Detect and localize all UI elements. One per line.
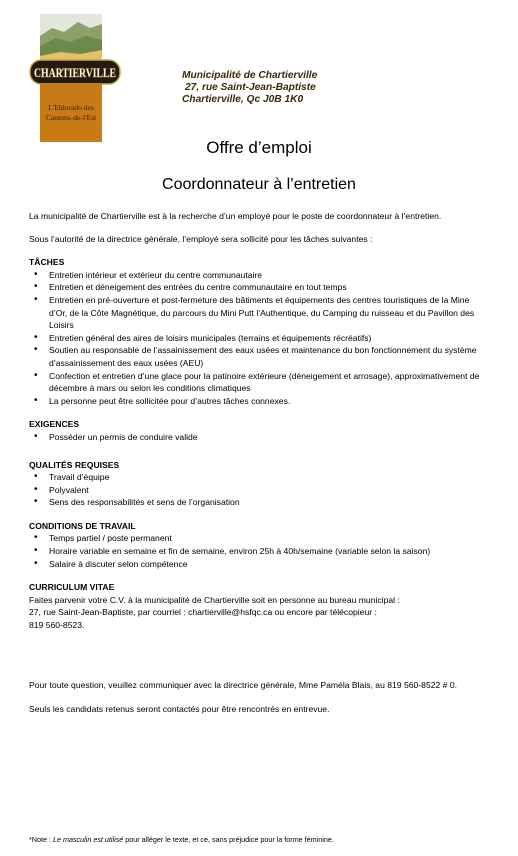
taches-list [29, 269, 489, 408]
list-item: • Salaire à discuter selon compétence [29, 558, 489, 571]
exigences-list [29, 431, 489, 444]
intro-paragraph-2: Sous l’autorité de la directrice générale, l’employé sera sollicité pour les tâches suivantes : [29, 233, 373, 244]
job-title: Coordonnateur à l’entretien [162, 176, 356, 193]
footnote-prefix: *Note : [29, 835, 53, 844]
section-heading-exigences: EXIGENCES [29, 419, 80, 430]
page-title: Offre d’emploi [206, 138, 312, 157]
list-item: • Entretien intérieur et extérieur du centre communautaire [29, 269, 489, 282]
address-line-2: 27, rue Saint-Jean-Baptiste [185, 82, 316, 93]
retenus-paragraph: Seuls les candidats retenus seront contactés pour être rencontrés en entrevue. [29, 703, 330, 714]
list-item: • Temps partiel / poste permanent [29, 532, 489, 545]
logo-tagline-2: Cantons-de-l'Est [45, 113, 97, 122]
intro-paragraph-1: La municipalité de Chartierville est à la recherche d’un employé pour le poste de coordonnateur à l’entretien. [29, 211, 442, 221]
list-item: • Entretien en pré-ouverture et post-fermeture des bâtiments et équipements des centres touristiques de la Mine d’Or, de la Côte Magnétique, du parcours du Mini Putt l’Authentique, du Camping du ruisseau et du Pavillon des Loisirs [29, 294, 489, 332]
list-item: • Sens des responsabilités et sens de l’organisation [29, 496, 489, 509]
list-item: • Polyvalent [29, 484, 489, 497]
list-item: • Confection et entretien d’une glace pour la patinoire extérieure (déneigement et arrosage), approximativement de décembre à mars ou selon les conditions climatiques [29, 370, 489, 395]
list-item: • La personne peut être sollicitée pour d’autres tâches connexes. [29, 395, 489, 408]
section-heading-qualites: QUALITÉS REQUISES [29, 459, 120, 470]
footnote [29, 835, 334, 844]
list-item: • Posséder un permis de conduire valide [29, 431, 489, 444]
section-heading-taches: TÂCHES [29, 257, 65, 268]
cv-line-2: 27, rue Saint-Jean-Baptiste, par courriel : chartierville@hsfqc.ca ou encore par télécopieur : [29, 607, 377, 618]
logo-brand-text: CHARTIERVILLE [34, 66, 116, 80]
address-line-1: Municipalité de Chartierville [182, 70, 318, 81]
footnote-italic: Le masculin est utilisé [52, 835, 124, 844]
footnote-suffix: pour alléger le texte, et ce, sans préjudice pour la forme féminine. [123, 835, 334, 844]
list-item: • Horaire variable en semaine et fin de semaine, environ 25h à 40h/semaine (variable selon la saison) [29, 545, 489, 558]
section-heading-conditions: CONDITIONS DE TRAVAIL [29, 520, 136, 531]
list-item: • Entretien général des aires de loisirs municipales (terrains et équipements récréatifs) [29, 332, 489, 345]
address-line-3: Chartierville, Qc J0B 1K0 [182, 94, 304, 105]
list-item: • Travail d’équipe [29, 471, 489, 484]
logo-tagline-1: L'Eldorado des [48, 103, 94, 112]
question-paragraph: Pour toute question, veuillez communiquer avec la directrice générale, Mme Paméla Blais, au 819 560-8522 # 0. [29, 679, 458, 690]
job-offer-body [29, 210, 489, 715]
cv-line-3: 819 560-8523. [29, 620, 85, 631]
conditions-list [29, 532, 489, 570]
qualites-list [29, 471, 489, 509]
municipality-address [182, 70, 317, 106]
section-heading-cv: CURRICULUM VITAE [29, 582, 115, 593]
cv-line-1: Faites parvenir votre C.V. à la municipalité de Chartierville soit en personne au bureau municipal : [29, 594, 400, 605]
list-item: • Entretien et déneigement des entrées du centre communautaire en tout temps [29, 281, 489, 294]
chartierville-logo [30, 14, 120, 142]
list-item: • Soutien au responsable de l’assainissement des eaux usées et maintenance du bon fonctionnement du système d’assainissement des eaux usées (AEU) [29, 344, 489, 369]
